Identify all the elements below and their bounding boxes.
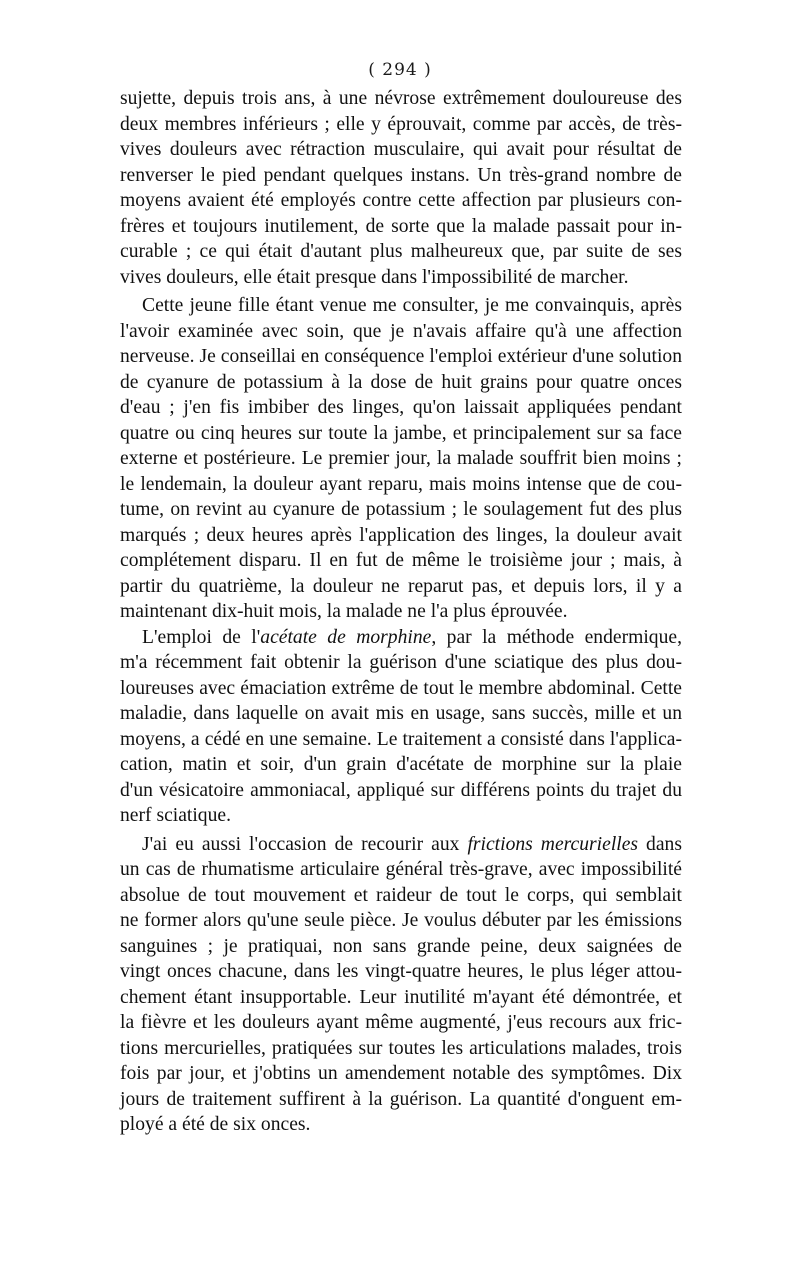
text-line: cation, matin et soir, d'un grain d'acétate de morphine sur la plaie [120, 754, 682, 775]
paragraph-3 [120, 625, 682, 829]
text-line: d'un vésicatoire ammoniacal, appliqué sur différens points du trajet du [120, 779, 682, 801]
text-line: fois par jour, et j'obtins un amendement notable des symptômes. Dix [120, 1063, 682, 1084]
text-line: la fièvre et les douleurs ayant même augmenté, j'eus recours aux fric- [120, 1012, 682, 1033]
text-line: chement étant insupportable. Leur inutilité m'ayant été démontrée, et [120, 986, 682, 1008]
text-line: moyens avaient été employés contre cette affection par plusieurs con- [120, 190, 682, 211]
text-line: un cas de rhumatisme articulaire général très-grave, avec impossibilité [120, 859, 682, 880]
text-line: vingt onces chacune, dans les vingt-quatre heures, le plus léger attou- [120, 961, 682, 982]
text-line: quatre ou cinq heures sur toute la jambe, et principalement sur sa face [120, 422, 682, 444]
body-text [120, 86, 682, 1138]
italic-term: acétate de morphine [260, 626, 432, 648]
text-line: sanguines ; je pratiquai, non sans grande peine, deux saignées de [120, 935, 682, 957]
paragraph-4 [120, 832, 682, 1138]
text-line: nerf sciatique. [120, 805, 231, 826]
text-line: complétement disparu. Il en fut de même le troisième jour ; mais, à [120, 550, 682, 571]
text-line [120, 832, 682, 858]
text-line: tume, on revint au cyanure de potassium ; le soulagement fut des plus [120, 499, 682, 520]
text-line: le lendemain, la douleur ayant reparu, mais moins intense que de cou- [120, 473, 682, 495]
text-fragment: dans [638, 833, 682, 855]
text-line: moyens, a cédé en une semaine. Le traitement a consisté dans l'applica- [120, 728, 682, 750]
text-line: curable ; ce qui était d'autant plus malheureux que, par suite de ses [120, 241, 682, 262]
text-line: Cette jeune fille étant venue me consulter, je me convainquis, après [142, 295, 682, 316]
text-line: ployé a été de six onces. [120, 1114, 311, 1135]
text-line: renverser le pied pendant quelques instans. Un très-grand nombre de [120, 164, 682, 186]
text-line: de cyanure de potassium à la dose de huit grains pour quatre onces [120, 371, 682, 393]
text-line: jours de traitement suffirent à la guérison. La quantité d'onguent em- [120, 1088, 682, 1110]
text-fragment: J'ai eu aussi l'occasion de recourir aux [142, 833, 468, 855]
text-line [120, 625, 682, 651]
page-number: ( 294 ) [368, 60, 432, 80]
text-line: loureuses avec émaciation extrême de tout le membre abdominal. Cette [120, 677, 682, 699]
text-line: sujette, depuis trois ans, à une névrose extrêmement douloureuse des [120, 88, 682, 109]
italic-term: frictions mercurielles [467, 833, 639, 855]
text-line: maintenant dix-huit mois, la malade ne l'a plus éprouvée. [120, 601, 568, 622]
text-line: absolue de tout mouvement et raideur de tout le corps, qui semblait [120, 884, 682, 906]
text-line: marqués ; deux heures après l'application des linges, la douleur avait [120, 524, 682, 546]
text-fragment: , par la méthode endermique, [431, 626, 682, 648]
text-line: externe et postérieure. Le premier jour, la malade souffrit bien moins ; [120, 448, 682, 469]
text-line: vives douleurs, elle était presque dans l'impossibilité de marcher. [120, 266, 629, 288]
text-line: tions mercurielles, pratiquées sur toutes les articulations malades, trois [120, 1037, 682, 1059]
text-line: deux membres inférieurs ; elle y éprouvait, comme par accès, de très- [120, 113, 682, 135]
text-line: frères et toujours inutilement, de sorte que la malade passait pour in- [120, 215, 682, 237]
text-line: ne former alors qu'une seule pièce. Je voulus débuter par les émissions [120, 910, 682, 931]
text-line: vives douleurs avec rétraction musculaire, qui avait pour résultat de [120, 139, 682, 160]
text-line: l'avoir examinée avec soin, que je n'avais affaire qu'à une affection [120, 320, 682, 342]
text-line: m'a récemment fait obtenir la guérison d'une sciatique des plus dou- [120, 652, 682, 673]
paragraph-1 [120, 86, 682, 290]
text-line: nerveuse. Je conseillai en conséquence l'emploi extérieur d'une solution [120, 346, 682, 367]
paragraph-2 [120, 293, 682, 625]
text-line: d'eau ; j'en fis imbiber des linges, qu'on laissait appliquées pendant [120, 397, 682, 418]
text-line: maladie, dans laquelle on avait mis en usage, sans succès, mille et un [120, 703, 682, 724]
text-fragment: L'emploi de l' [142, 626, 261, 648]
text-line: partir du quatrième, la douleur ne reparut pas, et depuis lors, il y a [120, 575, 682, 597]
